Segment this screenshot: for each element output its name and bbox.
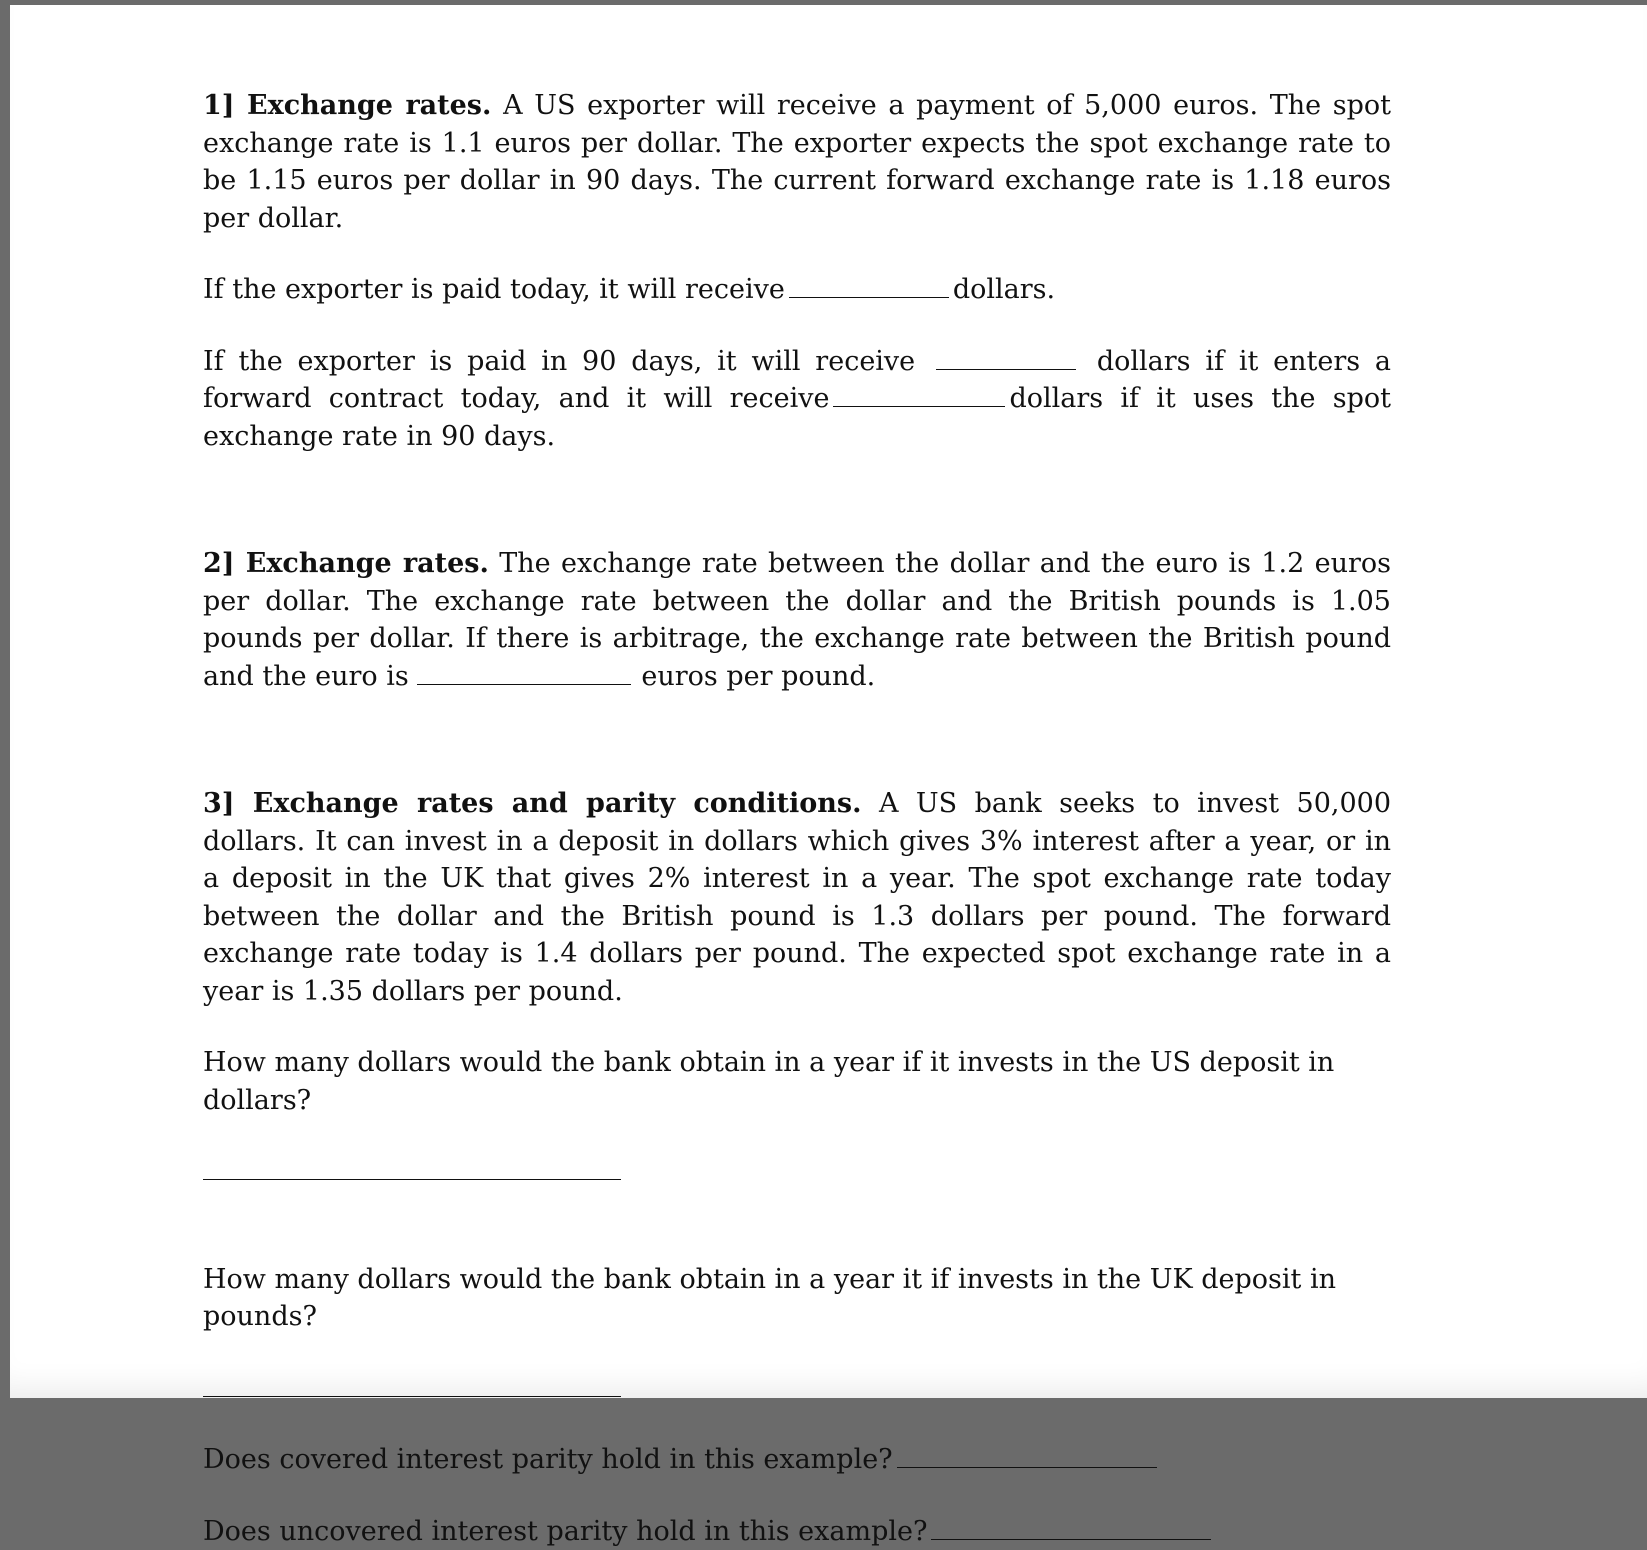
q1-later-a: If the exporter is paid in 90 days, it will receive	[203, 346, 915, 377]
q1-later-c: dollars if it uses the spot exchange rate in 90 days.	[203, 383, 1391, 452]
q2-paragraph	[203, 545, 1391, 695]
worksheet-content	[203, 87, 1391, 1550]
q3-uip-question: Does uncovered interest parity hold in this example?	[203, 1516, 927, 1547]
q2-suffix: euros per pound.	[641, 661, 875, 692]
q1-forward-blank[interactable]	[936, 343, 1076, 370]
q3-us-blank[interactable]	[203, 1153, 621, 1180]
q3-us-answer-line	[203, 1153, 1391, 1191]
q3-paragraph	[203, 785, 1391, 1010]
q1-today-prefix: If the exporter is paid today, it will receive	[203, 274, 785, 305]
q3-us-question: How many dollars would the bank obtain in a year if it invests in the US deposit in dollars?	[203, 1044, 1391, 1119]
q1-paragraph	[203, 87, 1391, 237]
q3-cip-question: Does covered interest parity hold in this example?	[203, 1444, 893, 1475]
q1-later-b: dollars if it enters a forward contract today, and it will receive	[203, 346, 1391, 415]
q3-uk-blank[interactable]	[203, 1370, 621, 1397]
q3-uk-question: How many dollars would the bank obtain in a year it if invests in the UK deposit in pounds?	[203, 1261, 1391, 1336]
q1-later-paragraph	[203, 343, 1391, 456]
q1-today-suffix: dollars.	[953, 274, 1055, 305]
q1-today-line	[203, 271, 1391, 309]
q3-uip-line	[203, 1513, 1391, 1550]
q3-cip-blank[interactable]	[897, 1441, 1157, 1468]
q1-title: 1] Exchange rates.	[203, 90, 491, 121]
q2-cross-rate-blank[interactable]	[417, 658, 631, 685]
q3-title: 3] Exchange rates and parity conditions.	[203, 788, 862, 819]
q2-title: 2] Exchange rates.	[203, 548, 489, 579]
q2-intro: The exchange rate between the dollar and the euro is 1.2 euros per dollar. The exchange rate between the dollar and the British pounds is 1.05 pounds per dollar. If there is arbitrage, the exchange rate between the British pound and the euro is	[203, 548, 1391, 692]
document-page	[10, 5, 1647, 1398]
q3-intro: A US bank seeks to invest 50,000 dollars. It can invest in a deposit in dollars which gives 3% interest after a year, or in a deposit in the UK that gives 2% interest in a year. The spot exchange rate today between the dollar and the British pound is 1.3 dollars per pound. The forward exchange rate today is 1.4 dollars per pound. The expected spot exchange rate in a year is 1.35 dollars per pound.	[203, 788, 1391, 1007]
q1-today-blank[interactable]	[789, 271, 949, 298]
q1-spot-blank[interactable]	[833, 380, 1005, 407]
q3-uip-blank[interactable]	[931, 1513, 1211, 1540]
q3-cip-line	[203, 1441, 1391, 1479]
q3-uk-answer-line	[203, 1370, 1391, 1408]
q1-intro: A US exporter will receive a payment of 5,000 euros. The spot exchange rate is 1.1 euros per dollar. The exporter expects the spot exchange rate to be 1.15 euros per dollar in 90 days. The current forward exchange rate is 1.18 euros per dollar.	[203, 90, 1391, 234]
